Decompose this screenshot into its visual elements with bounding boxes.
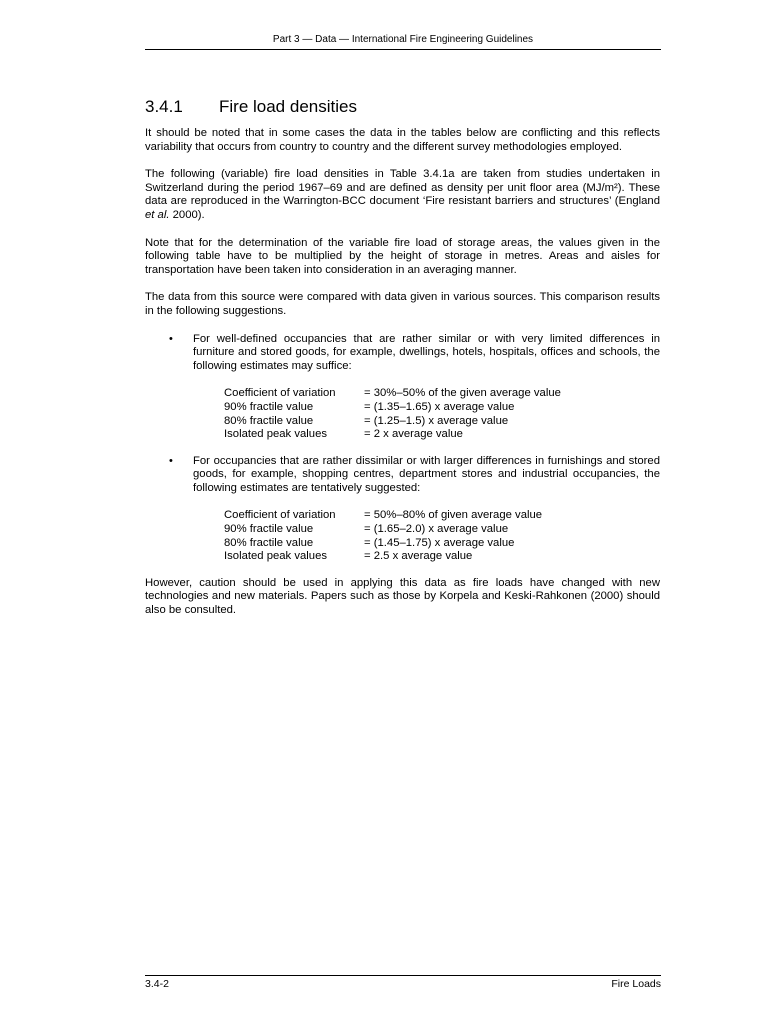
estimate-row (224, 550, 542, 564)
paragraph-storage-areas: Note that for the determination of the variable fire load of storage areas, the values given in the following table have to be multiplied by the height of storage in metres. Areas and aisles for transportation have been taken into consideration in an averaging manner. (145, 236, 660, 276)
estimate-value: = (1.35–1.65) x average value (364, 400, 515, 413)
estimate-row (224, 537, 542, 551)
section-title: Fire load densities (219, 97, 357, 116)
paragraph-caution: However, caution should be used in applying this data as fire loads have changed with new technologies and new materials. Papers such as those by Korpela and Keski-Rahkonen (2000) should also be consulted. (145, 576, 660, 617)
estimate-label: Coefficient of variation (224, 509, 336, 522)
bullet-text: For well-defined occupancies that are rather similar or with very limited differences in furniture and stored goods, for example, dwellings, hotels, hospitals, offices and schools, the following estimates may suffice: (193, 332, 660, 372)
paragraph-swiss-studies-text: The following (variable) fire load densities in Table 3.4.1a are taken from studies undertaken in Switzerland during the period 1967–69 and are defined as density per unit floor area (MJ/m²). These data are reproduced in the Warrington-BCC document ‘Fire resistant barriers and structures’ (England (145, 168, 660, 208)
citation-et-al: et al. (145, 208, 170, 221)
estimates-table-well-defined (224, 387, 561, 441)
paragraph-swiss-studies (145, 168, 660, 222)
section-heading (145, 96, 660, 118)
estimate-value: = 30%–50% of the given average value (364, 387, 561, 400)
running-footer (145, 975, 661, 991)
estimate-value: = (1.65–2.0) x average value (364, 523, 509, 536)
estimate-label: Isolated peak values (224, 550, 327, 563)
page-number: 3.4-2 (145, 978, 169, 990)
estimate-value: = 2 x average value (364, 428, 463, 441)
bullet-marker: • (169, 454, 173, 467)
bullet-well-defined-occupancies (145, 333, 660, 374)
estimate-row (224, 428, 561, 442)
bullet-marker: • (169, 332, 173, 345)
estimate-label: 90% fractile value (224, 400, 314, 413)
estimate-label: 80% fractile value (224, 414, 314, 427)
paragraph-swiss-studies-end: 2000). (169, 208, 205, 221)
estimate-label: 80% fractile value (224, 536, 314, 549)
estimate-value: = 2.5 x average value (364, 550, 473, 563)
bullet-dissimilar-occupancies (145, 455, 660, 496)
estimate-row (224, 401, 561, 415)
estimate-label: Coefficient of variation (224, 387, 336, 400)
estimates-table-dissimilar (224, 509, 542, 563)
section-number: 3.4.1 (145, 97, 183, 116)
paragraph-comparison: The data from this source were compared with data given in various sources. This comparison results in the following suggestions. (145, 291, 660, 317)
estimate-label: Isolated peak values (224, 428, 327, 441)
estimate-row (224, 509, 542, 523)
estimate-value: = 50%–80% of given average value (364, 509, 543, 522)
estimate-value: = (1.25–1.5) x average value (364, 414, 509, 427)
estimate-label: 90% fractile value (224, 523, 314, 536)
paragraph-data-conflicting: It should be noted that in some cases the data in the tables below are conflicting and this reflects variability that occurs from country to country and the different survey methodologies employed. (145, 127, 660, 153)
estimate-row (224, 415, 561, 429)
running-header: Part 3 — Data — International Fire Engineering Guidelines (145, 33, 661, 50)
chapter-name: Fire Loads (611, 978, 661, 990)
estimate-row (224, 387, 561, 401)
page-content (145, 96, 660, 618)
estimate-value: = (1.45–1.75) x average value (364, 536, 515, 549)
bullet-text: For occupancies that are rather dissimilar or with larger differences in furnishings and stored goods, for example, shopping centres, department stores and industrial occupancies, the following estimates are tentatively suggested: (193, 454, 660, 494)
estimate-row (224, 523, 542, 537)
